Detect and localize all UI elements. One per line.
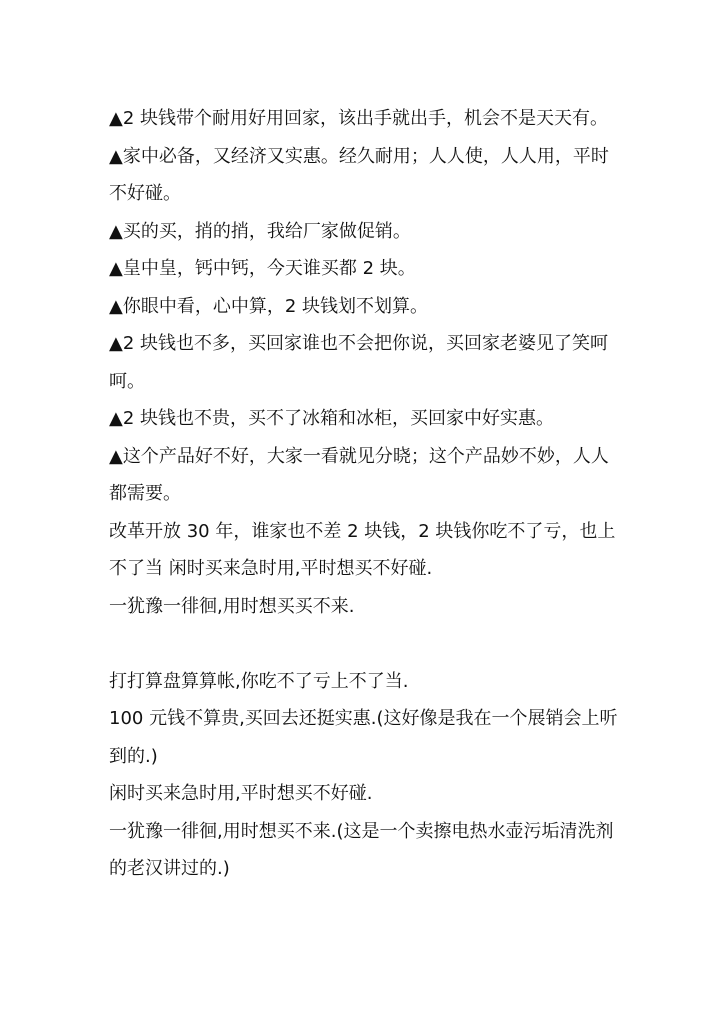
paragraph-10: 一犹豫一徘徊,用时想买买不来. <box>109 595 355 617</box>
paragraph-12: 100 元钱不算贵,买回去还挺实惠.(这好像是我在一个展销会上听到的.) <box>109 708 618 767</box>
paragraph-13: 闲时买来急时用,平时想买不好碰. <box>109 783 373 804</box>
paragraph-8: ▲这个产品好不好，大家一看就见分晓；这个产品妙不妙，人人都需要。 <box>109 445 609 504</box>
paragraph-3: ▲买的买，捎的捎，我给厂家做促销。 <box>109 220 411 242</box>
paragraph-6: ▲2 块钱也不多，买回家谁也不会把你说，买回家老婆见了笑呵呵。 <box>109 333 609 392</box>
paragraph-11: 打打算盘算算帐,你吃不了亏上不了当. <box>109 670 409 692</box>
blank-line <box>109 625 619 663</box>
paragraph-5: ▲你眼中看，心中算，2 块钱划不划算。 <box>109 295 429 317</box>
paragraph-1: ▲2 块钱带个耐用好用回家，该出手就出手，机会不是天天有。 <box>109 108 609 129</box>
paragraph-4: ▲皇中皇，钙中钙，今天谁买都 2 块。 <box>109 258 416 279</box>
paragraph-14: 一犹豫一徘徊,用时想买不来.(这是一个卖擦电热水壶污垢清洗剂的老汉讲过的.) <box>109 820 614 879</box>
paragraph-9: 改革开放 30 年，谁家也不差 2 块钱，2 块钱你吃不了亏，也上不了当 闲时买来急时用,平时想买不好碰. <box>109 520 616 579</box>
document-body <box>109 100 619 888</box>
paragraph-2: ▲家中必备，又经济又实惠。经久耐用；人人使，人人用，平时不好碰。 <box>109 145 609 204</box>
paragraph-7: ▲2 块钱也不贵，买不了冰箱和冰柜，买回家中好实惠。 <box>109 408 555 429</box>
